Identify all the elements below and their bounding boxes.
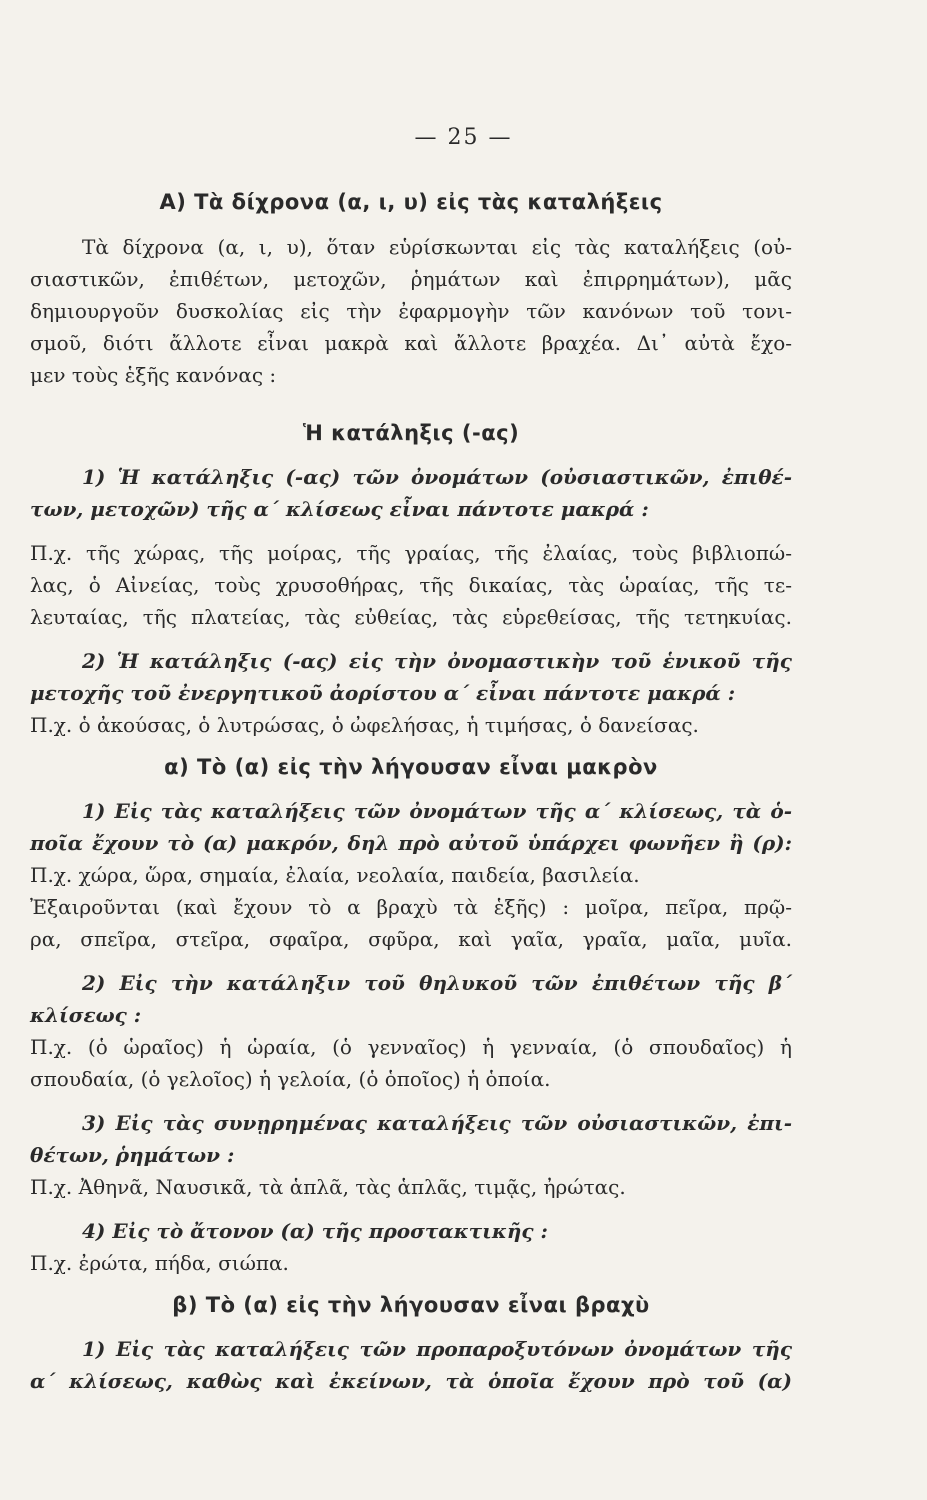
paragraph-line: δημιουργοῦν δυσκολίας εἰς τὴν ἐφαρμογὴν τῶν κανόνων τοῦ τονι- [30,299,792,323]
example-line: λας, ὁ Αἰνείας, τοὺς χρυσοθήρας, τῆς δικαίας, τὰς ὡραίας, τῆς τε- [30,573,792,597]
rule-line: 2) Εἰς τὴν κατάληξιν τοῦ θηλυκοῦ τῶν ἐπιθέτων τῆς β΄ [82,971,792,995]
exception-line: Ἐξαιροῦνται (καὶ ἔχουν τὸ α βραχὺ τὰ ἑξῆς) : μοῖρα, πεῖρα, πρῷ- [30,895,792,919]
rule-line: 1) Εἰς τὰς καταλήξεις τῶν ὀνομάτων τῆς α΄ κλίσεως, τὰ ὁ- [82,799,792,823]
section-heading-A: Α) Τὰ δίχρονα (α, ι, υ) εἰς τὰς καταλήξεις [159,190,663,214]
rule-line: 3) Εἰς τὰς συνῃρημένας καταλήξεις τῶν οὐσιαστικῶν, ἐπι- [82,1111,792,1135]
page-number: — 25 — [414,125,513,150]
rule-line: 4) Εἰς τὸ ἄτονον (α) τῆς προστακτικῆς : [82,1219,548,1243]
exception-line: ρα, σπεῖρα, στεῖρα, σφαῖρα, σφῦρα, καὶ γαῖα, γραῖα, μαῖα, μυῖα. [30,927,792,951]
paragraph-line: σιαστικῶν, ἐπιθέτων, μετοχῶν, ῥημάτων καὶ ἐπιρρημάτων), μᾶς [30,267,792,291]
example-line: Π.χ. χώρα, ὥρα, σημαία, ἐλαία, νεολαία, παιδεία, βασιλεία. [30,863,640,887]
example-line: Π.χ. ἐρώτα, πήδα, σιώπα. [30,1251,289,1275]
example-line: Π.χ. ὁ ἀκούσας, ὁ λυτρώσας, ὁ ὠφελήσας, ἡ τιμήσας, ὁ δανείσας. [30,713,699,737]
subheading-beta: β) Τὸ (α) εἰς τὴν λήγουσαν εἶναι βραχὺ [172,1293,650,1317]
rule-line: 1) Ἡ κατάληξις (-ας) τῶν ὀνομάτων (οὐσιαστικῶν, ἐπιθέ- [82,465,792,489]
rule-line: α΄ κλίσεως, καθὼς καὶ ἐκείνων, τὰ ὁποῖα ἔχουν πρὸ τοῦ (α) [30,1369,792,1393]
paragraph-line: Τὰ δίχρονα (α, ι, υ), ὅταν εὑρίσκωνται εἰς τὰς καταλήξεις (οὐ- [82,235,792,259]
example-line: λευταίας, τῆς πλατείας, τὰς εὐθείας, τὰς εὑρεθείσας, τῆς τετηκυίας. [30,605,792,629]
rule-line: 2) Ἡ κατάληξις (-ας) εἰς τὴν ὀνομαστικὴν τοῦ ἑνικοῦ τῆς [82,649,792,673]
rule-line: θέτων, ῥημάτων : [30,1143,235,1167]
subheading-as: Ἡ κατάληξις (-ας) [302,421,520,445]
rule-line: ποῖα ἔχουν τὸ (α) μακρόν, δηλ πρὸ αὐτοῦ ὑπάρχει φωνῆεν ἢ (ρ): [30,831,792,855]
example-line: σπουδαία, (ὁ γελοῖος) ἡ γελοία, (ὁ ὁποῖος) ἡ ὁποία. [30,1067,551,1091]
example-line: Π.χ. (ὁ ὡραῖος) ἡ ὡραία, (ὁ γενναῖος) ἡ γενναία, (ὁ σπουδαῖος) ἡ [30,1035,792,1059]
example-line: Π.χ. Ἀθηνᾶ, Ναυσικᾶ, τὰ ἁπλᾶ, τὰς ἁπλᾶς, τιμᾷς, ἠρώτας. [30,1175,626,1199]
paragraph-line: μεν τοὺς ἑξῆς κανόνας : [30,363,277,387]
rule-line: 1) Εἰς τὰς καταλήξεις τῶν προπαροξυτόνων ὀνομάτων τῆς [82,1337,792,1361]
example-line: Π.χ. τῆς χώρας, τῆς μοίρας, τῆς γραίας, τῆς ἐλαίας, τοὺς βιβλιοπώ- [30,541,792,565]
rule-line: μετοχῆς τοῦ ἐνεργητικοῦ ἀορίστου α΄ εἶναι πάντοτε μακρά : [30,681,736,705]
paragraph-line: σμοῦ, διότι ἄλλοτε εἶναι μακρὰ καὶ ἄλλοτε βραχέα. Δι᾽ αὐτὰ ἔχο- [30,331,792,355]
rule-line: των, μετοχῶν) τῆς α΄ κλίσεως εἶναι πάντοτε μακρά : [30,497,649,521]
rule-line: κλίσεως : [30,1003,142,1027]
subheading-alpha: α) Τὸ (α) εἰς τὴν λήγουσαν εἶναι μακρὸν [164,755,658,779]
